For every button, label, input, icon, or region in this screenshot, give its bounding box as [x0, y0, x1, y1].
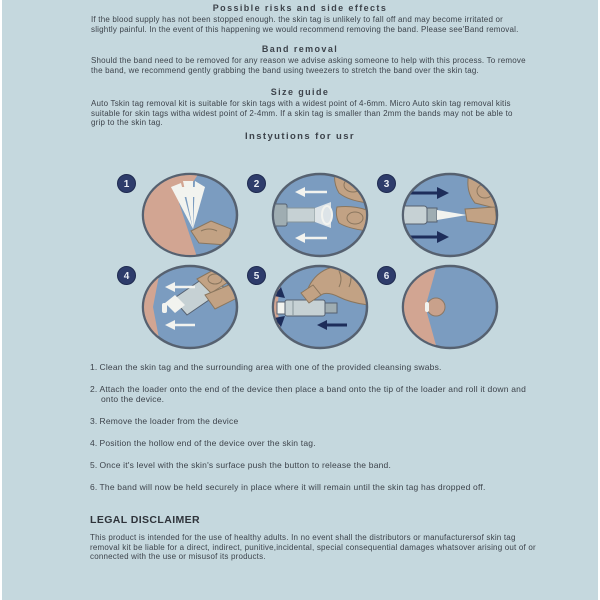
step-text: Clean the skin tag and the surrounding area with one of the provided cleansing swabs.	[99, 362, 442, 372]
step-text: Position the hollow end of the device over the skin tag.	[99, 438, 316, 448]
step-number: 4.	[90, 438, 98, 448]
step-5-badge: 5	[247, 266, 266, 285]
step-item-4	[90, 438, 538, 448]
diagram-step-1	[113, 169, 243, 261]
step-item-2	[90, 384, 538, 404]
push-button-illustration	[243, 261, 373, 353]
step-6-badge: 6	[377, 266, 396, 285]
instruction-steps-list	[90, 362, 538, 504]
load-band-illustration	[243, 169, 373, 261]
step-text: Remove the loader from the device	[99, 416, 239, 426]
risks-paragraph: If the blood supply has not been stopped enough. the skin tag is unlikely to fall off and may become irritated or slightly painful. In the event of this happening we would recommend removing the band. Please see'Band removal.	[91, 15, 519, 34]
diagram-step-6	[373, 261, 503, 353]
clean-swab-illustration	[113, 169, 243, 261]
remove-loader-illustration	[373, 169, 503, 261]
step-2-badge: 2	[247, 174, 266, 193]
step-text: The band will now be held securely in place where it will remain until the skin tag has dropped off.	[99, 482, 486, 492]
leaflet-content	[2, 0, 598, 600]
step-item-1	[90, 362, 538, 372]
band-in-place-illustration	[373, 261, 503, 353]
step-number: 5.	[90, 460, 98, 470]
size-guide-paragraph: Auto Tskin tag removal kit is suitable for skin tags with a widest point of 4-6mm. Micro Auto skin tag removal kitis suitable for skin tags witha widest point of 2-4mm. If a skin tag is smaller than 2mm the bands may not be able to grip to the skin tag.	[91, 99, 513, 127]
step-item-3	[90, 416, 538, 426]
instructions-heading: Instyutions for usr	[245, 131, 355, 142]
position-device-illustration	[113, 261, 243, 353]
step-number: 2.	[90, 384, 98, 394]
step-item-6	[90, 482, 538, 492]
step-item-5	[90, 460, 538, 470]
band-removal-heading: Band removal	[261, 44, 339, 54]
legal-disclaimer-text: This product is intended for the use of healthy adults. In no event shall the distributors or manufacturersof skin tag removal kit be liable for a direct, indirect, punitive,incidental, special consequential damages whatsover arising out of or connected with the use or misusof its products.	[90, 533, 536, 561]
step-number: 3.	[90, 416, 98, 426]
diagram-step-2	[243, 169, 373, 261]
step-text: Once it's level with the skin's surface push the button to release the band.	[99, 460, 392, 470]
band-removal-paragraph: Should the band need to be removed for any reason we advise asking someone to help with this process. To remove the band, we recommend gently grabbing the band using tweezers to stretch the band over the skin tag.	[91, 56, 526, 75]
instruction-diagrams	[113, 169, 505, 353]
diagram-step-3	[373, 169, 503, 261]
step-3-badge: 3	[377, 174, 396, 193]
diagram-step-4	[113, 261, 243, 353]
legal-disclaimer-heading: LEGAL DISCLAIMER	[90, 514, 201, 526]
size-guide-heading: Size guide	[270, 87, 330, 97]
risks-heading: Possible risks and side effects	[212, 3, 388, 13]
step-number: 6.	[90, 482, 98, 492]
step-text: Attach the loader onto the end of the device then place a band onto the tip of the loader and roll it down and onto the device.	[99, 384, 527, 404]
diagram-step-5	[243, 261, 373, 353]
step-1-badge: 1	[117, 174, 136, 193]
step-4-badge: 4	[117, 266, 136, 285]
step-number: 1.	[90, 362, 98, 372]
